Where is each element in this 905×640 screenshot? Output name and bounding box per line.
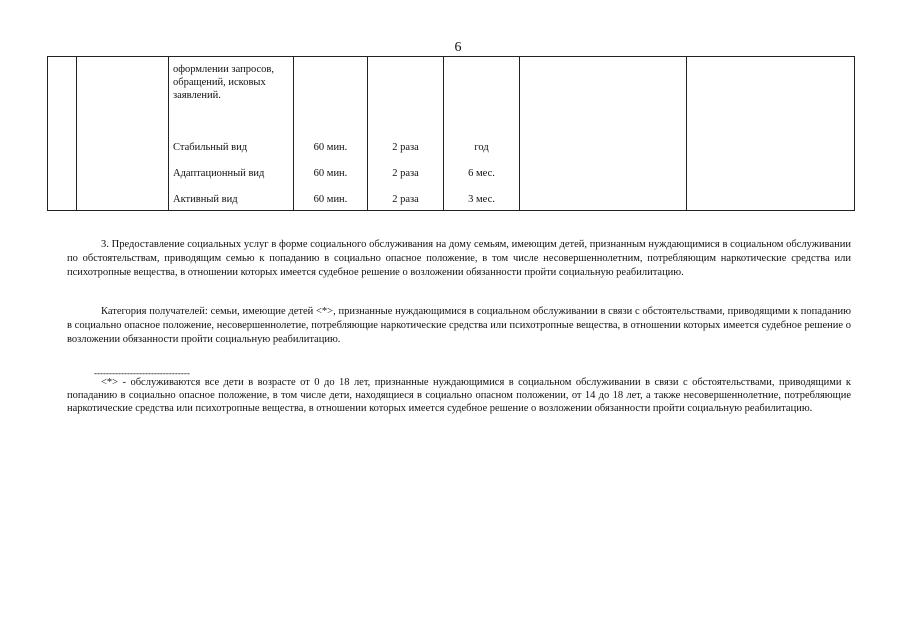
times-active: 2 раза (392, 194, 419, 205)
footnote-text: <*> - обслуживаются все дети в возрасте от 0 до 18 лет, признанные нуждающимися в социальном обслуживании в связи с обстоятельствами, приводящими к попаданию в социально опасное положение, в том числе дети, находящиеся в социально опасном положении, от 14 до 18 лет, а также несовершеннолетние, потребляющие наркотические средства или психотропные вещества, в отношении которых имеется судебное решение о возложении обязанности пройти социальную реабилитацию. (67, 377, 851, 414)
times-adaptive: 2 раза (392, 168, 419, 179)
period-adaptive: 6 мес. (468, 168, 495, 179)
footnote-separator: -------------------------------- (94, 368, 190, 378)
row-label-active: Активный вид (173, 194, 238, 205)
table-col-empty-1 (520, 57, 687, 211)
row-label-stable: Стабильный вид (173, 142, 248, 153)
table-col-service (77, 57, 169, 211)
period-active: 3 мес. (468, 194, 495, 205)
description-text: оформлении запросов, обращений, исковых заявлений. (173, 64, 274, 101)
table-col-description (169, 57, 294, 211)
table-col-duration (294, 57, 368, 211)
times-stable: 2 раза (392, 142, 419, 153)
row-label-adaptive: Адаптационный вид (173, 168, 265, 179)
paragraph-service-3: 3. Предоставление социальных услуг в форме социального обслуживания на дому семьям, имеющим детей, признанным нуждающимися в социальном обслуживании по обстоятельствам, приводящим семью к попаданию в социально опасное положение, в том числе несовершеннолетним, потребляющим наркотические средства или психотропные вещества, в отношении которых имеется судебное решение о возложении обязанности пройти социальную реабилитацию. (67, 239, 851, 278)
table-col-number (48, 57, 77, 211)
duration-stable: 60 мин. (313, 142, 348, 153)
table-col-empty-2 (687, 57, 855, 211)
page-number: 6 (454, 40, 462, 55)
duration-active: 60 мин. (313, 194, 348, 205)
table-col-times (368, 57, 444, 211)
table-col-period (444, 57, 520, 211)
services-table (47, 56, 855, 211)
duration-adaptive: 60 мин. (313, 168, 348, 179)
paragraph-recipients: Категория получателей: семьи, имеющие детей <*>, признанные нуждающимися в социальном обслуживании в связи с обстоятельствами, приводящими к попаданию в социально опасное положение, несовершеннолетие, потребляющие наркотические средства или психотропные вещества, в отношении которых имеется судебное решение о возложении обязанности пройти социальную реабилитацию. (67, 306, 851, 345)
period-stable: год (474, 142, 489, 153)
